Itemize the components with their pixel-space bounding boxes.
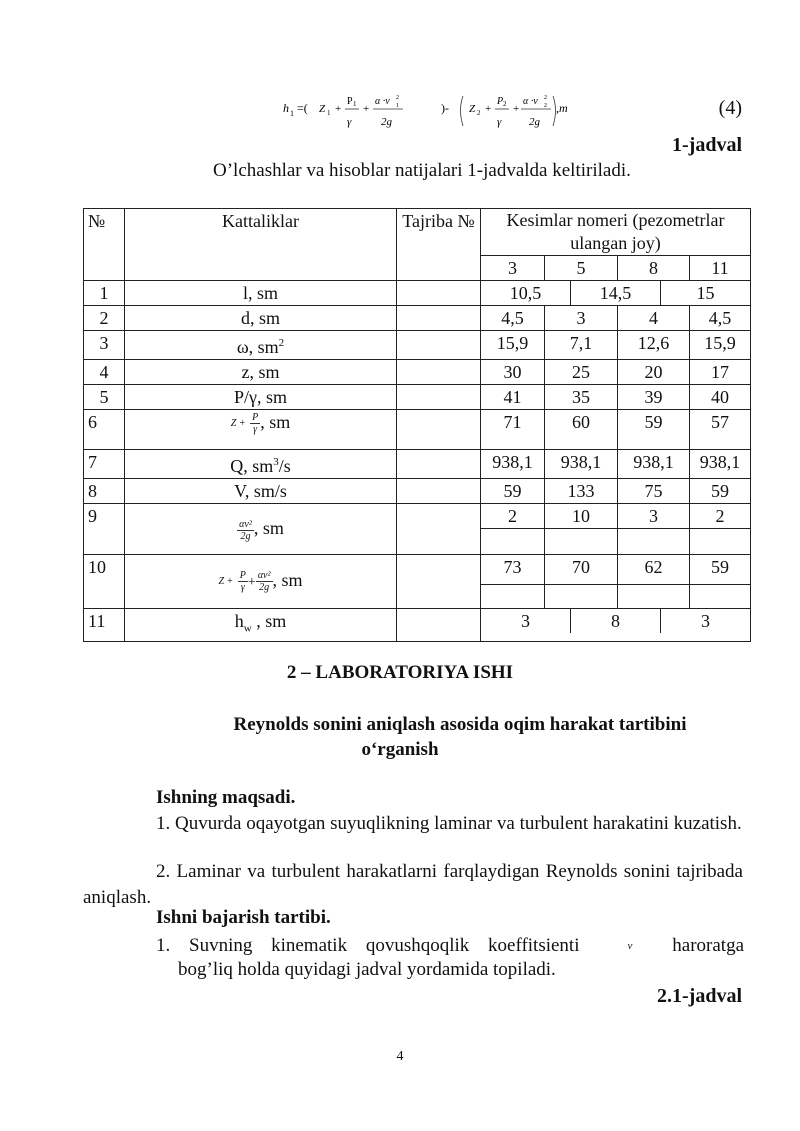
cell-value: 938,1: [481, 450, 545, 479]
goal-heading: Ishning maqsadi.: [156, 787, 296, 808]
cell-value: 4,5: [481, 306, 545, 331]
header-num: №: [84, 209, 125, 281]
goal-item-2: 2. Laminar va turbulent harakatlarni farqlaydigan Reynolds sonini tajribada aniqlash.: [83, 861, 743, 908]
svg-text:)-: )-: [441, 101, 449, 115]
cell-value: 15: [660, 281, 750, 305]
row-quantity: V, sm/s: [125, 479, 397, 504]
cell-value: 133: [545, 479, 618, 504]
row-quantity: Z + $\frac{P}{\gamma}$ + $\frac{\text{αv²}}{2g}$ , sm: [125, 555, 397, 609]
cell-value: 20: [618, 360, 690, 385]
table-row: [84, 410, 751, 450]
fraction-p-gamma: $\frac{P}{\gamma}$: [252, 412, 259, 436]
intro-sentence: O’lchashlar va hisoblar natijalari 1-jadvalda keltiriladi.: [213, 160, 631, 181]
equation-number: (4): [718, 97, 742, 119]
formula-lhs: h: [283, 101, 289, 115]
section-number: 3: [481, 256, 545, 281]
svg-text:+: +: [363, 103, 370, 115]
svg-text:P: P: [497, 96, 504, 107]
table-reference: 1-jadval: [672, 134, 742, 156]
table-row: [84, 281, 751, 306]
lab-subtitle-line1: Reynolds sonini aniqlash asosida oqim harakat tartibini: [233, 714, 687, 735]
cell-value: 4: [618, 306, 690, 331]
svg-text:+: +: [513, 103, 520, 115]
cell-value: 15,9: [481, 331, 545, 360]
cell-value: 15,9: [690, 331, 751, 360]
svg-text:2: 2: [477, 109, 481, 117]
procedure-item-1-line1: [156, 933, 744, 959]
row-number: 8: [84, 479, 125, 504]
procedure-heading: Ishni bajarish tartibi.: [156, 907, 331, 928]
svg-text:=(: =(: [297, 101, 308, 115]
table-header-row: [84, 209, 751, 256]
cell-value: 3: [521, 611, 530, 631]
lab-subtitle-line2: o‘rganish: [361, 739, 439, 760]
cell-value: 3: [545, 306, 618, 331]
table-row: [84, 555, 751, 585]
cell-value: 938,1: [545, 450, 618, 479]
row-number: 6: [84, 410, 125, 450]
row-values-merged: [481, 609, 751, 642]
row-quantity: Q, $sm^3/s$: [125, 450, 397, 479]
row-quantity: Z + $\frac{P}{\gamma}$ , sm: [125, 410, 397, 450]
fraction-alpha-v2-2g: $\frac{\text{αv²}}{2g}$: [257, 570, 271, 594]
cell-value: 8: [570, 609, 660, 633]
procedure-item-1-line2: bog’liq holda quyidagi jadval yordamida topiladi.: [178, 959, 556, 980]
row-number: 4: [84, 360, 125, 385]
cell-value: 71: [481, 410, 545, 450]
svg-text:α ·v: α ·v: [375, 96, 390, 107]
table-row: [84, 385, 751, 410]
section-number: 5: [545, 256, 618, 281]
cell-value: 2: [481, 504, 545, 529]
row-number: 7: [84, 450, 125, 479]
cell-value: 3: [660, 609, 750, 633]
cell-value: 30: [481, 360, 545, 385]
cell-value: 75: [618, 479, 690, 504]
cell-value: 12,6: [618, 331, 690, 360]
cell-value: 60: [545, 410, 618, 450]
row-quantity: ω, $sm^2$: [125, 331, 397, 360]
cell-value: 39: [618, 385, 690, 410]
table-reference-2: 2.1-jadval: [657, 985, 742, 1007]
cell-value: 25: [545, 360, 618, 385]
cell-value: 70: [545, 555, 618, 585]
row-quantity: l, sm: [125, 281, 397, 306]
cell-value: 10,5: [509, 283, 542, 303]
table-row: [84, 609, 751, 642]
section-number: 11: [690, 256, 751, 281]
header-experiment: Tajriba №: [397, 209, 481, 281]
cell-value: 7,1: [545, 331, 618, 360]
section-number: 8: [618, 256, 690, 281]
table-row: [84, 331, 751, 360]
row-number: 9: [84, 504, 125, 555]
svg-text:2: 2: [396, 95, 399, 101]
header-quantity: Kattaliklar: [125, 209, 397, 281]
results-table: [83, 208, 751, 642]
fraction-p-gamma: $\frac{P}{\gamma}$: [239, 570, 246, 594]
svg-text:2g: 2g: [529, 116, 540, 128]
page-number: 4: [396, 1049, 404, 1064]
table-row: [84, 360, 751, 385]
svg-text:Z: Z: [469, 103, 476, 115]
row-number: 2: [84, 306, 125, 331]
svg-text:2: 2: [503, 100, 507, 108]
head-loss-formula: [283, 92, 573, 132]
row-number: 11: [84, 609, 125, 642]
cell-value: 4,5: [690, 306, 751, 331]
cell-value: 35: [545, 385, 618, 410]
row-values-merged: [481, 281, 751, 306]
svg-text:1: 1: [327, 109, 331, 117]
cell-value: 59: [618, 410, 690, 450]
cell-value: 62: [618, 555, 690, 585]
cell-value: 938,1: [618, 450, 690, 479]
fraction-alpha-v2-2g: $\frac{\text{αv²}}{2g}$: [239, 518, 252, 542]
row-quantity: $h_w$ , sm: [125, 609, 397, 642]
svg-text:1: 1: [353, 100, 357, 108]
cell-value: 59: [481, 479, 545, 504]
lab-title: 2 – LABORATORIYA ISHI: [286, 662, 514, 683]
row-quantity: d, sm: [125, 306, 397, 331]
row-number: 1: [84, 281, 125, 306]
svg-text:γ: γ: [497, 116, 502, 128]
svg-text:+: +: [485, 103, 492, 115]
formula-unit: ,m: [556, 101, 568, 115]
cell-value: 41: [481, 385, 545, 410]
svg-text:P: P: [347, 96, 353, 107]
cell-value: 40: [690, 385, 751, 410]
row-number: 10: [84, 555, 125, 609]
cell-value: 14,5: [570, 281, 660, 305]
svg-text:1: 1: [396, 103, 399, 109]
cell-value: 73: [481, 555, 545, 585]
cell-value: 59: [690, 555, 751, 585]
svg-text:+: +: [335, 103, 342, 115]
formula-lhs-sub: 1: [290, 109, 294, 118]
cell-value: 3: [618, 504, 690, 529]
cell-value: 17: [690, 360, 751, 385]
cell-value: 938,1: [690, 450, 751, 479]
table-row: [84, 306, 751, 331]
procedure-1-text: 1. Suvning kinematik qovushqoqlik koeffitsienti: [156, 935, 580, 956]
cell-value: 57: [690, 410, 751, 450]
svg-text:γ: γ: [347, 116, 352, 128]
table-row: [84, 479, 751, 504]
goal-item-1: 1. Quvurda oqayotgan suyuqlikning laminar va turbulent harakatini kuzatish.: [156, 813, 742, 834]
formula-graphic: [283, 92, 573, 132]
header-sections: Kesimlar nomeri (pezometrlar ulangan joy): [481, 209, 751, 256]
row-number: 3: [84, 331, 125, 360]
svg-text:Z: Z: [319, 103, 326, 115]
cell-value: 10: [545, 504, 618, 529]
svg-text:2: 2: [544, 95, 547, 101]
row-quantity: P/γ, sm: [125, 385, 397, 410]
row-quantity: $\frac{\text{αv²}}{2g}$ , sm: [125, 504, 397, 555]
svg-text:2: 2: [544, 103, 547, 109]
svg-text:α ·v: α ·v: [523, 96, 538, 107]
row-quantity: z, sm: [125, 360, 397, 385]
procedure-1-text-end: haroratga: [672, 935, 744, 956]
cell-value: 59: [690, 479, 751, 504]
svg-text:2g: 2g: [381, 116, 392, 128]
cell-value: 2: [690, 504, 751, 529]
table-row: [84, 504, 751, 529]
table-row: [84, 450, 751, 479]
nu-symbol: ν: [627, 940, 633, 952]
row-number: 5: [84, 385, 125, 410]
